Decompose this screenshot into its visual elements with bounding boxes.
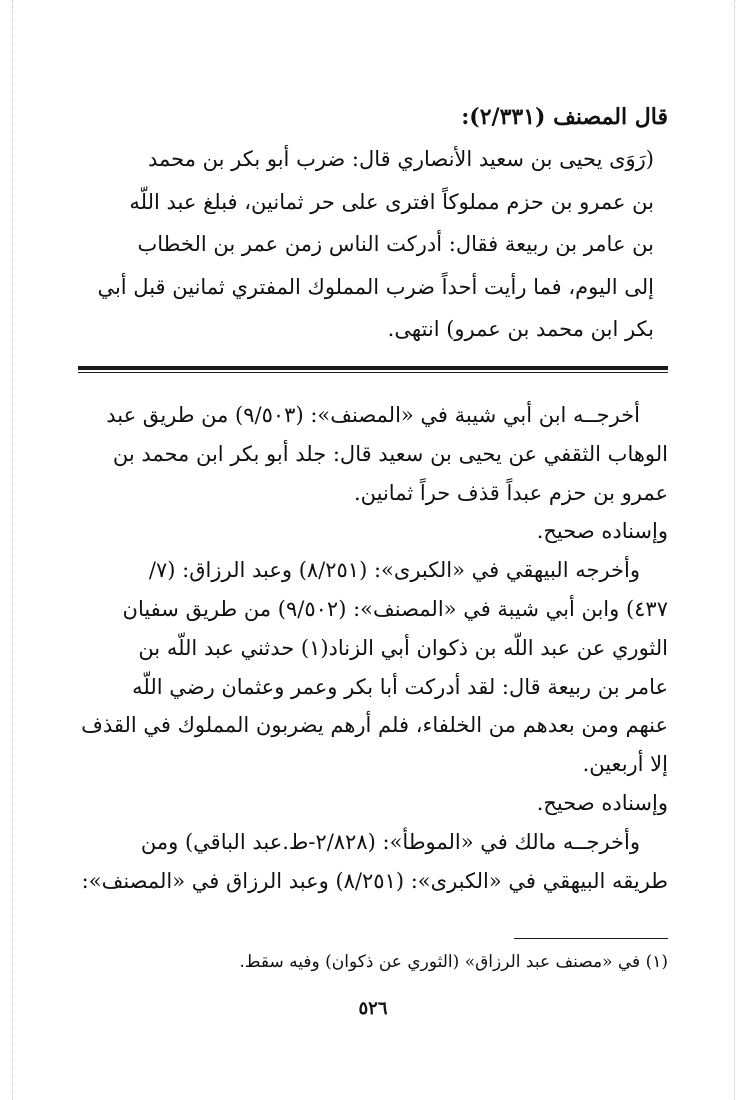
section-divider xyxy=(78,366,668,373)
commentary-line: عنهم ومن بعدهم من الخلفاء، فلم أرهم يضربون المملوك في القذف xyxy=(81,713,668,738)
footnote: (١) في «مصنف عبد الرزاق» (الثوري عن ذكوان) وفيه سقط. xyxy=(239,952,668,972)
commentary-line: ٤٣٧) وابن أبي شيبة في «المصنف»: (٩/٥٠٢) من طريق سفيان xyxy=(122,596,668,621)
commentary-body xyxy=(78,396,668,900)
scan-edge-right xyxy=(734,0,735,1100)
commentary-line: إلا أربعين. xyxy=(582,752,668,777)
quote-line: إلى اليوم، فما رأيت أحداً ضرب المملوك المفتري ثمانين قبل أبي xyxy=(97,274,654,299)
quote-line: بكر ابن محمد بن عمرو) انتهى. xyxy=(387,317,654,341)
quote-line: (رَوَى يحيى بن سعيد الأنصاري قال: ضرب أبو بكر بن محمد xyxy=(148,147,654,171)
quote-line: بن عامر بن ربيعة فقال: أدركت الناس زمن عمر بن الخطاب xyxy=(137,232,654,256)
commentary-line: عامر بن ربيعة قال: لقد أدركت أبا بكر وعمر وعثمان رضي اللّه xyxy=(132,674,668,699)
page-number: ٥٢٦ xyxy=(358,998,388,1019)
commentary-line: أخرجــه ابن أبي شيبة في «المصنف»: (٩/٥٠٣) من طريق عبد xyxy=(106,403,640,427)
commentary-line: الوهاب الثقفي عن يحيى بن سعيد قال: جلد أبو بكر ابن محمد بن xyxy=(112,441,668,466)
commentary-line: وإسناده صحيح. xyxy=(536,519,668,544)
section-heading: قال المصنف (٢/٣٣١): xyxy=(461,104,668,130)
commentary-line: عمرو بن حزم عبداً قذف حراً ثمانين. xyxy=(353,480,668,505)
scan-edge-left xyxy=(12,0,13,1100)
footnote-separator xyxy=(514,938,668,939)
commentary-line: الثوري عن عبد اللّه بن ذكوان أبي الزناد(١) حدثني عبد اللّه بن xyxy=(138,635,668,660)
commentary-line: وإسناده صحيح. xyxy=(536,790,668,815)
quote-line: بن عمرو بن حزم مملوكاً افترى على حر ثمانين، فبلغ عبد اللّه xyxy=(129,189,654,214)
commentary-line: وأخرجــه مالك في «الموطأ»: (٢/٨٢٨-ط.عبد الباقي) ومن xyxy=(140,829,640,854)
commentary-line: وأخرجه البيهقي في «الكبرى»: (٨/٢٥١) وعبد الرزاق: (٧/ xyxy=(148,558,640,583)
quoted-passage xyxy=(78,96,668,351)
commentary-line: طريقه البيهقي في «الكبرى»: (٨/٢٥١) وعبد الرزاق في «المصنف»: xyxy=(81,868,668,893)
